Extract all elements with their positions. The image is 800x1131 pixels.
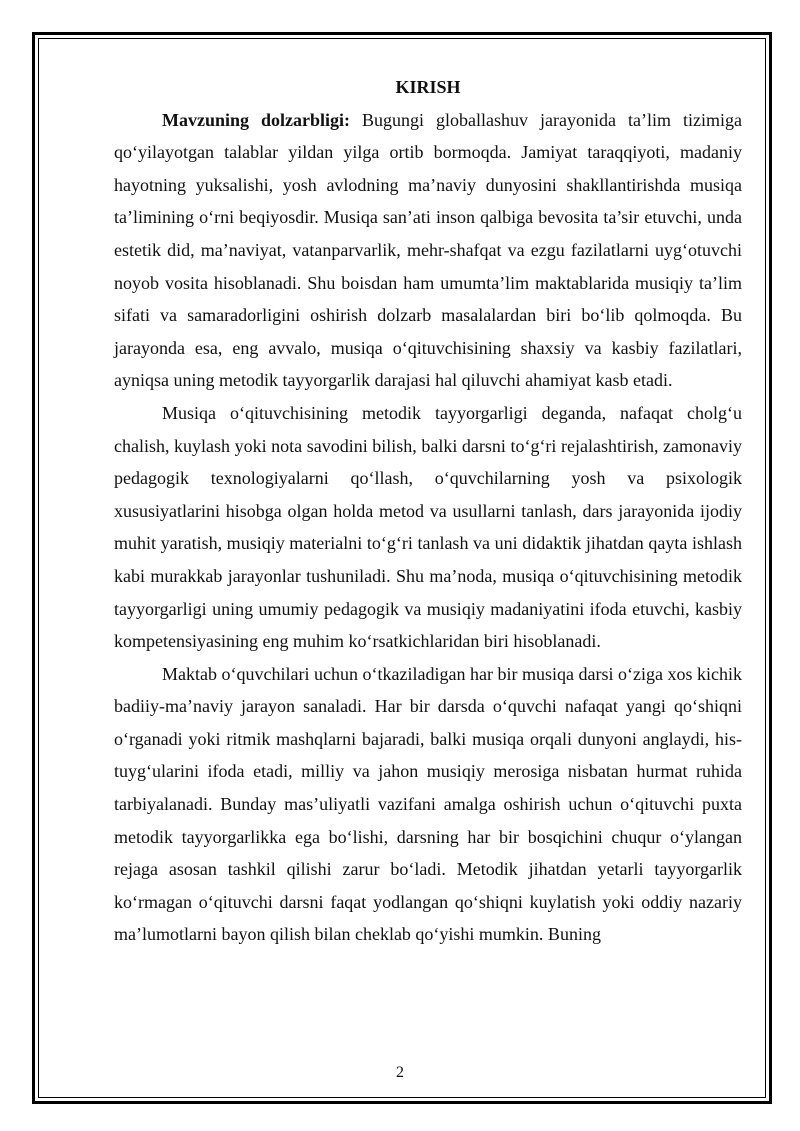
paragraph-3 (114, 658, 742, 951)
paragraph-1 (114, 104, 742, 397)
document-body (114, 71, 742, 951)
paragraph-lead: Mavzuning dolzarbligi: (162, 109, 351, 130)
paragraph-text: Maktab o‘quvchilari uchun o‘tkaziladigan har bir musiqa darsi o‘ziga xos kichik badiiy-ma’naviy jarayon sanaladi. Har bir darsda o‘quvchi nafaqat yangi qo‘shiqni o‘rganadi yoki ritmik mashqlarni bajaradi, balki musiqa orqali dunyoni anglaydi, his-tuyg‘ularini ifoda etadi, milliy va jahon musiqiy merosiga nisbatan hurmat ruhida tarbiyalanadi. Bunday mas’uliyatli vazifani amalga oshirish uchun o‘qituvchi puxta metodik tayyorgarlikka ega bo‘lishi, darsning har bir bosqichini chuqur o‘ylangan rejaga asosan tashkil qilishi zarur bo‘ladi. Metodik jihatdan yetarli tayyorgarlik ko‘rmagan o‘qituvchi darsni faqat yodlangan qo‘shiqni kuylatish yoki oddiy nazariy ma’lumotlarni bayon qilish bilan cheklab qo‘yishi mumkin. Buning (114, 663, 742, 945)
paragraph-2 (114, 397, 742, 658)
paragraph-text: Musiqa o‘qituvchisining metodik tayyorgarligi deganda, nafaqat cholg‘u chalish, kuylash yoki nota savodini bilish, balki darsni to‘g‘ri rejalashtirish, zamonaviy pedagogik texnologiyalarni qo‘llash, o‘quvchilarning yosh va psixologik xususiyatlarini hisobga olgan holda metod va usullarni tanlash, dars jarayonida ijodiy muhit yaratish, musiqiy materialni to‘g‘ri tanlash va uni didaktik jihatdan qayta ishlash kabi murakkab jarayonlar tushuniladi. Shu ma’noda, musiqa o‘qituvchisining metodik tayyorgarligi uning umumiy pedagogik va musiqiy madaniyatini ifoda etuvchi, kasbiy kompetensiyasining eng muhim ko‘rsatkichlaridan biri hisoblanadi. (114, 402, 742, 652)
paragraph-text: Bugungi globallashuv jarayonida ta’lim tizimiga qo‘yilayotgan talablar yildan yilga ortib bormoqda. Jamiyat taraqqiyoti, madaniy hayotning yuksalishi, yosh avlodning ma’naviy dunyosini shakllantirishda musiqa ta’limining o‘rni beqiyosdir. Musiqa san’ati inson qalbiga bevosita ta’sir etuvchi, unda estetik did, ma’naviyat, vatanparvarlik, mehr-shafqat va ezgu fazilatlarni uyg‘otuvchi noyob vosita hisoblanadi. Shu boisdan ham umumta’lim maktablarida musiqiy ta’lim sifati va samaradorligini oshirish dolzarb masalalardan biri bo‘lib qolmoqda. Bu jarayonda esa, eng avvalo, musiqa o‘qituvchisining shaxsiy va kasbiy fazilatlari, ayniqsa uning metodik tayyorgarlik darajasi hal qiluvchi ahamiyat kasb etadi. (114, 109, 742, 391)
page-number: 2 (396, 1064, 404, 1081)
document-title: KIRISH (395, 77, 461, 97)
